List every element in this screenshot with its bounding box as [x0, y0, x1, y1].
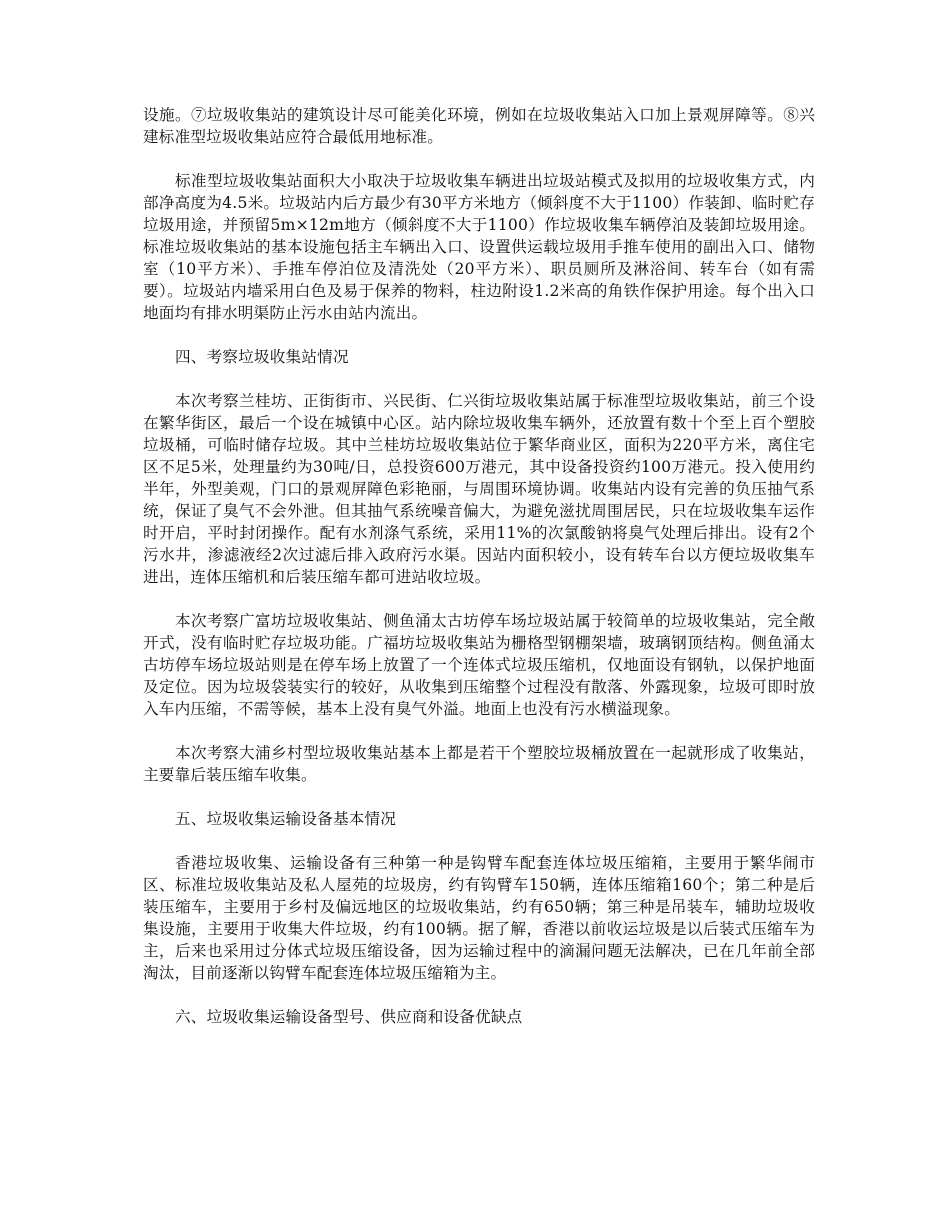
paragraph-gap	[143, 786, 815, 808]
paragraph-gap	[143, 830, 815, 852]
paragraph-gap	[143, 148, 815, 170]
section-heading-models: 六、垃圾收集运输设备型号、供应商和设备优缺点	[175, 1008, 523, 1026]
document-page	[143, 104, 815, 1028]
section-heading-equipment: 五、垃圾收集运输设备基本情况	[175, 810, 397, 828]
paragraph-lan-kwai-fong: 本次考察兰桂坊、正街街市、兴民街、仁兴街垃圾收集站属于标准型垃圾收集站，前三个设在繁华街区，最后一个设在城镇中心区。站内除垃圾收集车辆外，还放置有数十个至上百个塑胶垃圾桶，可临时储存垃圾。其中兰桂坊垃圾收集站位于繁华商业区，面积为220平方米，离住宅区不足5米，处理量约为30吨/日，总投资600万港元，其中设备投资约100万港元。投入使用约半年，外型美观，门口的景观屏障色彩艳丽，与周围环境协调。收集站内设有完善的负压抽气系统，保证了臭气不会外泄。但其抽气系统噪音偏大，为避免滋扰周围居民，只在垃圾收集车运作时开启，平时封闭操作。配有水剂涤气系统，采用11%的次氯酸钠将臭气处理后排出。设有2个污水井，渗滤液经2次过滤后排入政府污水渠。因站内面积较小，设有转车台以方便垃圾收集车进出，连体压缩机和后装压缩车都可进站收垃圾。	[143, 392, 815, 586]
paragraph-gap	[143, 984, 815, 1006]
section-heading-inspection: 四、考察垃圾收集站情况	[175, 348, 349, 366]
paragraph-gap	[143, 324, 815, 346]
paragraph-standard-station: 标准型垃圾收集站面积大小取决于垃圾收集车辆进出垃圾站模式及拟用的垃圾收集方式，内部净高度为4.5米。垃圾站内后方最少有30平方米地方（倾斜度不大于1100）作装卸、临时贮存垃圾用途，并预留5m×12m地方（倾斜度不大于1100）作垃圾收集车辆停泊及装卸垃圾用途。标准垃圾收集站的基本设施包括主车辆出入口、设置供运载垃圾用手推车使用的副出入口、储物室（10平方米）、手推车停泊位及清洗处（20平方米）、职员厕所及淋浴间、转车台（如有需要）。垃圾站内墙采用白色及易于保养的物料，柱边附设1.2米高的角铁作保护用途。每个出入口地面均有排水明渠防止污水由站内流出。	[143, 172, 815, 322]
paragraph-gap	[143, 588, 815, 610]
paragraph-rural-stations: 本次考察大浦乡村型垃圾收集站基本上都是若干个塑胶垃圾桶放置在一起就形成了收集站，主要靠后装压缩车收集。	[143, 744, 815, 784]
paragraph-simple-stations: 本次考察广富坊垃圾收集站、侧鱼涌太古坊停车场垃圾站属于较简单的垃圾收集站，完全敞开式，没有临时贮存垃圾功能。广福坊垃圾收集站为栅格型钢棚架墙，玻璃钢顶结构。侧鱼涌太古坊停车场垃圾站则是在停车场上放置了一个连体式垃圾压缩机，仅地面设有钢轨，以保护地面及定位。因为垃圾袋装实行的较好，从收集到压缩整个过程没有散落、外露现象，垃圾可即时放入车内压缩，不需等候，基本上没有臭气外溢。地面上也没有污水横溢现象。	[143, 612, 815, 718]
paragraph-gap	[143, 368, 815, 390]
paragraph-equipment-types: 香港垃圾收集、运输设备有三种第一种是钩臂车配套连体垃圾压缩箱，主要用于繁华闹市区、标准垃圾收集站及私人屋苑的垃圾房，约有钩臂车150辆，连体压缩箱160个；第二种是后装压缩车，主要用于乡村及偏远地区的垃圾收集站，约有650辆；第三种是吊装车，辅助垃圾收集设施，主要用于收集大件垃圾，约有100辆。据了解，香港以前收运垃圾是以后装式压缩车为主，后来也采用过分体式垃圾压缩设备，因为运输过程中的滴漏问题无法解决，已在几年前全部淘汰，目前逐渐以钩臂车配套连体垃圾压缩箱为主。	[143, 854, 815, 982]
paragraph-gap	[143, 720, 815, 742]
paragraph-continuation: 设施。⑦垃圾收集站的建筑设计尽可能美化环境，例如在垃圾收集站入口加上景观屏障等。⑧兴建标准型垃圾收集站应符合最低用地标准。	[143, 106, 815, 146]
